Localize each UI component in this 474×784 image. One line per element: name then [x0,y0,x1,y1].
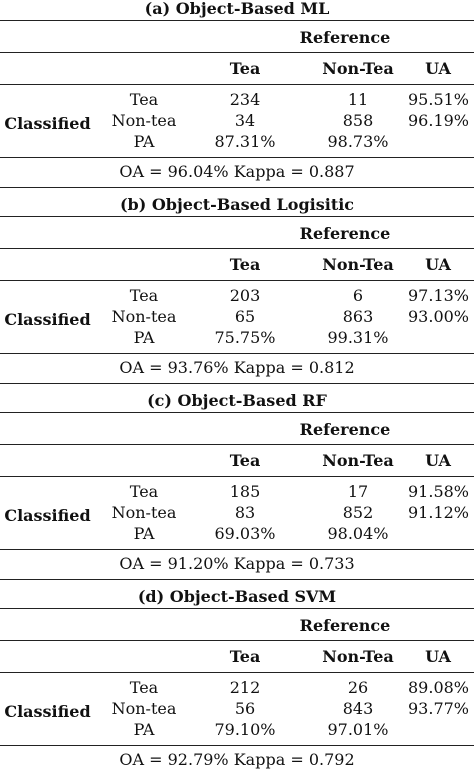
column-header-tea: Tea [229,647,261,666]
panel-title: (b) Object-Based Logisitic [119,195,355,214]
row-label-tea: Tea [129,678,159,697]
column-header-tea: Tea [229,451,261,470]
reference-header: Reference [299,616,391,635]
rule [0,383,474,384]
column-header-non-tea: Non-Tea [322,255,394,274]
cell: 56 [234,699,256,718]
cell: 98.04% [327,524,389,543]
cell: 89.08% [408,678,470,697]
column-header-non-tea: Non-Tea [322,647,394,666]
column-header-non-tea: Non-Tea [322,451,394,470]
cell: 96.19% [408,111,470,130]
summary-oa-kappa: OA = 91.20% Kappa = 0.733 [119,554,355,573]
column-header-ua: UA [425,59,451,78]
summary-oa-kappa: OA = 93.76% Kappa = 0.812 [119,358,355,377]
row-label-pa: PA [133,720,155,739]
panel-c [0,392,474,588]
cell: 69.03% [214,524,276,543]
cell: 97.01% [327,720,389,739]
cell: 852 [342,503,374,522]
summary-oa-kappa: OA = 92.79% Kappa = 0.792 [119,750,355,769]
rule [0,412,474,413]
row-label-non-tea: Non-tea [111,699,177,718]
rule [0,248,474,249]
row-label-tea: Tea [129,90,159,109]
rule [0,549,474,550]
cell: 97.13% [408,286,470,305]
cell: 26 [347,678,369,697]
cell: 65 [234,307,256,326]
rule [0,745,474,746]
cell: 91.12% [408,503,470,522]
rule [0,476,474,477]
column-header-tea: Tea [229,255,261,274]
panel-b [0,196,474,392]
cell: 6 [352,286,364,305]
classified-label: Classified [4,310,91,329]
column-header-ua: UA [425,255,451,274]
panel-a [0,0,474,196]
row-label-non-tea: Non-tea [111,307,177,326]
panel-title: (a) Object-Based ML [144,0,330,18]
column-header-ua: UA [425,647,451,666]
cell: 91.58% [408,482,470,501]
rule [0,187,474,188]
panel-title: (d) Object-Based SVM [137,587,337,606]
cell: 75.75% [214,328,276,347]
cell: 83 [234,503,256,522]
reference-header: Reference [299,420,391,439]
cell: 87.31% [214,132,276,151]
cell: 863 [342,307,374,326]
row-label-non-tea: Non-tea [111,111,177,130]
cell: 843 [342,699,374,718]
rule [0,640,474,641]
rule [0,52,474,53]
row-label-tea: Tea [129,482,159,501]
cell: 234 [229,90,261,109]
cell: 185 [229,482,261,501]
row-label-non-tea: Non-tea [111,503,177,522]
row-label-pa: PA [133,132,155,151]
classified-label: Classified [4,114,91,133]
panel-d [0,588,474,784]
rule [0,157,474,158]
row-label-pa: PA [133,524,155,543]
cell: 203 [229,286,261,305]
cell: 212 [229,678,261,697]
summary-oa-kappa: OA = 96.04% Kappa = 0.887 [119,162,355,181]
cell: 858 [342,111,374,130]
column-header-non-tea: Non-Tea [322,59,394,78]
rule [0,20,474,21]
reference-header: Reference [299,224,391,243]
cell: 98.73% [327,132,389,151]
cell: 79.10% [214,720,276,739]
rule [0,608,474,609]
rule [0,84,474,85]
cell: 17 [347,482,369,501]
rule [0,280,474,281]
rule [0,672,474,673]
panel-title: (c) Object-Based RF [147,391,327,410]
cell: 95.51% [408,90,470,109]
classified-label: Classified [4,702,91,721]
row-label-tea: Tea [129,286,159,305]
rule [0,216,474,217]
row-label-pa: PA [133,328,155,347]
rule [0,444,474,445]
cell: 99.31% [327,328,389,347]
classified-label: Classified [4,506,91,525]
cell: 11 [347,90,369,109]
column-header-ua: UA [425,451,451,470]
rule [0,579,474,580]
rule [0,353,474,354]
reference-header: Reference [299,28,391,47]
column-header-tea: Tea [229,59,261,78]
cell: 34 [234,111,256,130]
cell: 93.00% [408,307,470,326]
cell: 93.77% [408,699,470,718]
